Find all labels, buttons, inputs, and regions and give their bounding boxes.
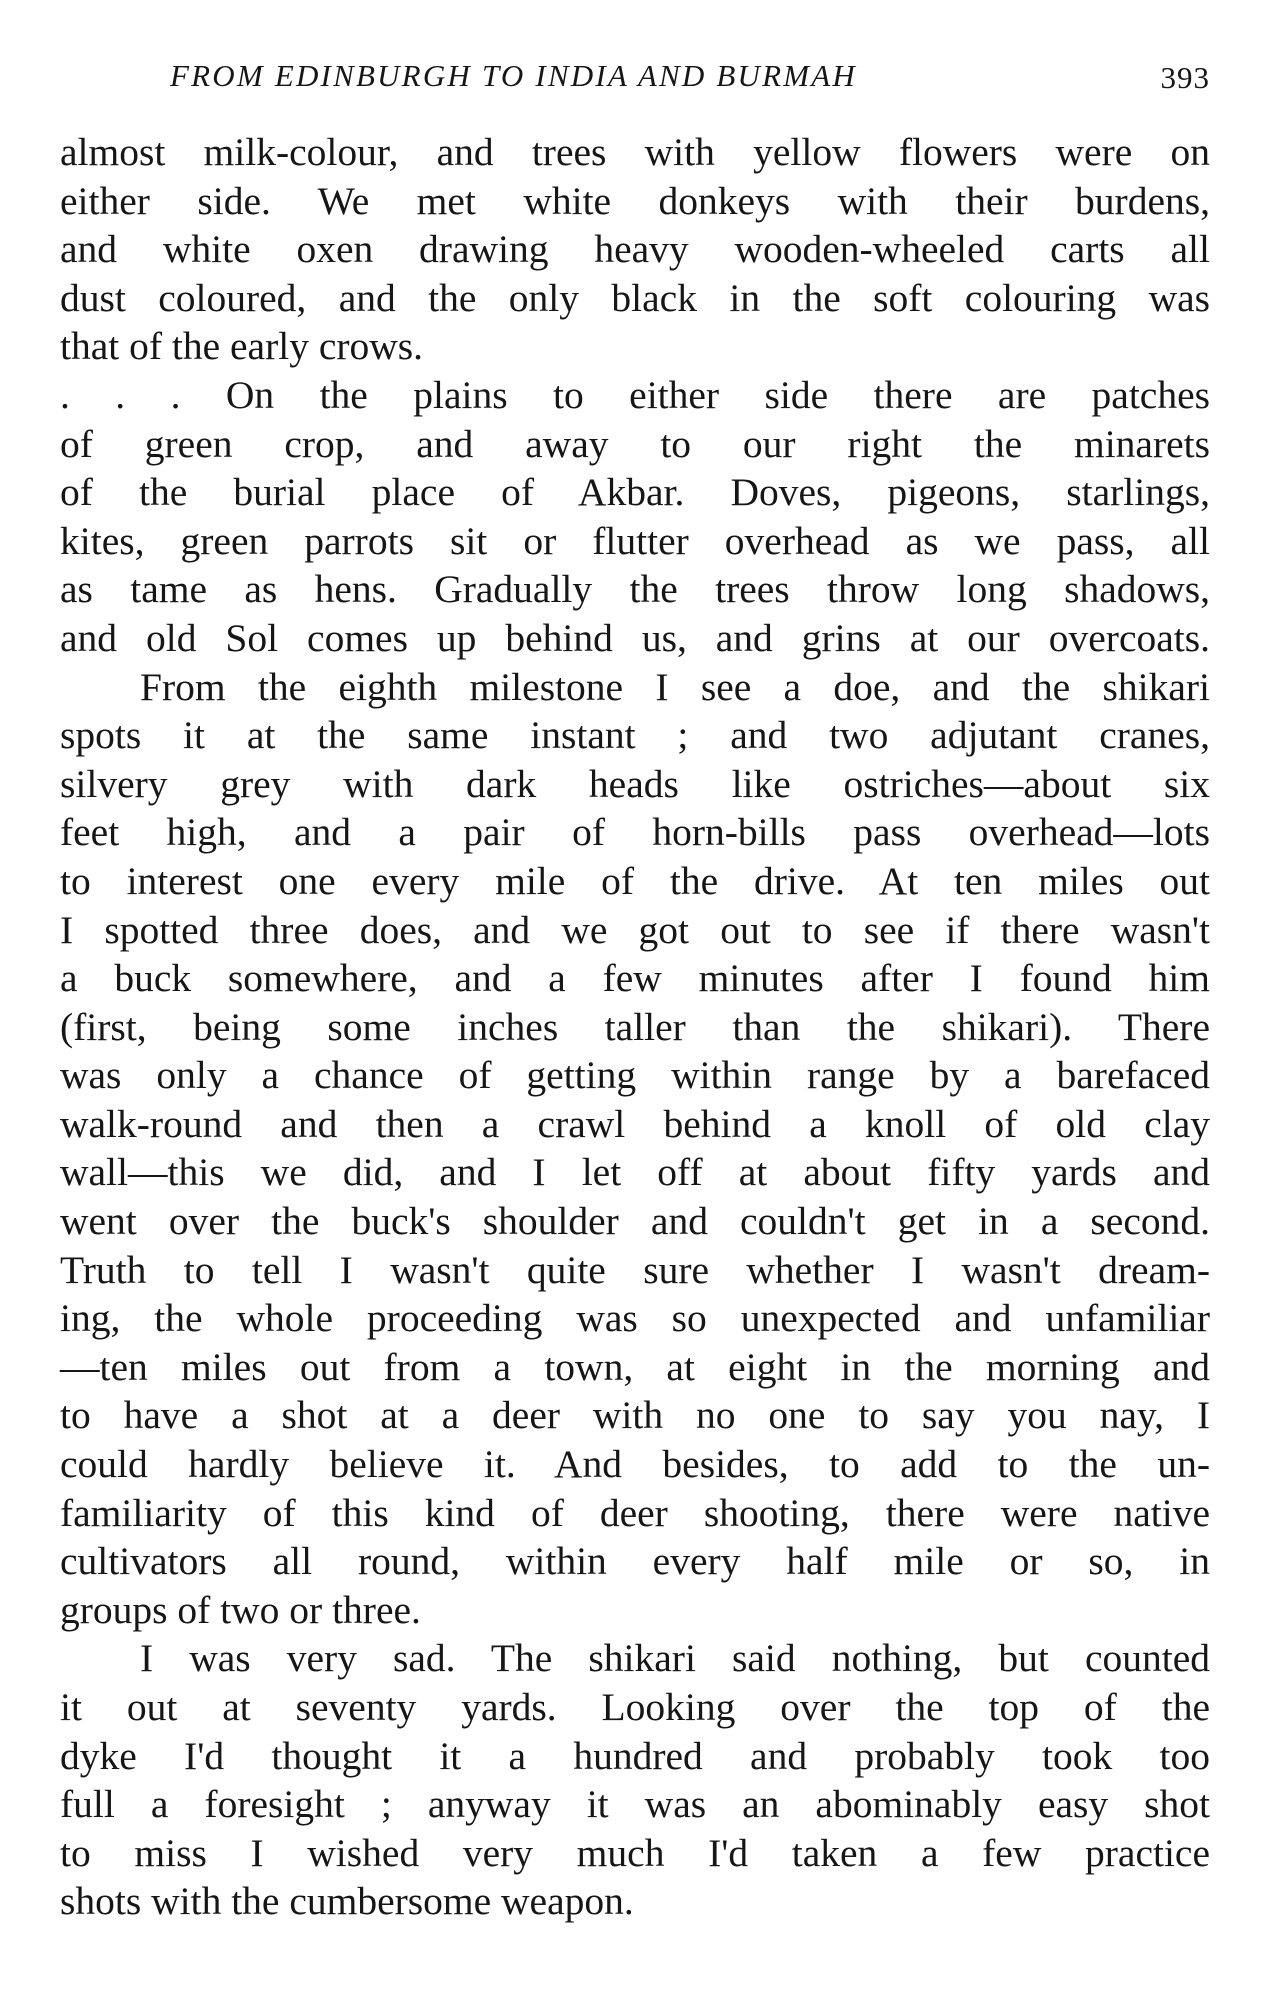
text-line: as tame as hens. Gradually the trees throw long shadows, — [60, 567, 1210, 612]
text-line: wall—this we did, and I let off at about fifty yards and — [60, 1150, 1210, 1195]
text-line: cultivators all round, within every half mile or so, in — [60, 1539, 1210, 1584]
text-line: went over the buck's shoulder and couldn't get in a second. — [60, 1199, 1210, 1244]
running-head: FROM EDINBURGH TO INDIA AND BURMAH — [170, 58, 857, 93]
text-line: From the eighth milestone I see a doe, and the shikari — [140, 664, 1210, 709]
text-line: it out at seventy yards. Looking over the top of the — [60, 1685, 1210, 1729]
text-line: of green crop, and away to our right the minarets — [60, 421, 1210, 466]
text-line: dust coloured, and the only black in the soft colouring was — [60, 275, 1210, 320]
text-line: (first, being some inches taller than the shikari). There — [60, 1004, 1210, 1049]
text-line: dyke I'd thought it a hundred and probably took too — [60, 1733, 1210, 1778]
text-line: —ten miles out from a town, at eight in the morning and — [60, 1344, 1210, 1389]
text-line: Truth to tell I wasn't quite sure whether I wasn't dream- — [60, 1247, 1210, 1292]
text-line: . . . On the plains to either side there are patches — [60, 372, 1210, 417]
text-line: to interest one every mile of the drive. At ten miles out — [60, 858, 1210, 903]
text-line: could hardly believe it. And besides, to add to the un- — [60, 1442, 1210, 1487]
text-line: and white oxen drawing heavy wooden-wheeled carts all — [60, 227, 1210, 272]
text-line: walk-round and then a crawl behind a knoll of old clay — [60, 1101, 1210, 1146]
text-line: full a foresight ; anyway it was an abominably easy shot — [60, 1782, 1210, 1827]
text-line: ing, the whole proceeding was so unexpected and unfamiliar — [60, 1296, 1210, 1341]
page-number: 393 — [1160, 60, 1210, 95]
text-line: I was very sad. The shikari said nothing, but counted — [140, 1636, 1210, 1681]
text-line: of the burial place of Akbar. Doves, pigeons, starlings, — [60, 470, 1210, 515]
text-line: and old Sol comes up behind us, and grins at our overcoats. — [60, 615, 1210, 660]
text-line: silvery grey with dark heads like ostriches—about six — [60, 761, 1210, 806]
text-line: I spotted three does, and we got out to see if there wasn't — [60, 907, 1210, 952]
text-line: groups of two or three. — [60, 1587, 421, 1632]
text-line: to have a shot at a deer with no one to say you nay, I — [60, 1393, 1210, 1438]
text-line: either side. We met white donkeys with their burdens, — [60, 178, 1210, 223]
text-line: to miss I wished very much I'd taken a few practice — [60, 1830, 1210, 1875]
text-line: almost milk-colour, and trees with yellow flowers were on — [60, 130, 1210, 174]
text-line: feet high, and a pair of horn-bills pass overhead—lots — [60, 810, 1210, 855]
text-line: shots with the cumbersome weapon. — [60, 1879, 634, 1924]
body-text — [60, 128, 1210, 1926]
text-line: familiarity of this kind of deer shooting, there were native — [60, 1490, 1210, 1535]
text-line: kites, green parrots sit or flutter overhead as we pass, all — [60, 518, 1210, 563]
text-line: a buck somewhere, and a few minutes after I found him — [60, 956, 1210, 1001]
text-line: was only a chance of getting within range by a barefaced — [60, 1053, 1210, 1098]
text-line: that of the early crows. — [60, 324, 424, 369]
text-line: spots it at the same instant ; and two adjutant cranes, — [60, 713, 1210, 758]
page-header — [60, 52, 1210, 102]
